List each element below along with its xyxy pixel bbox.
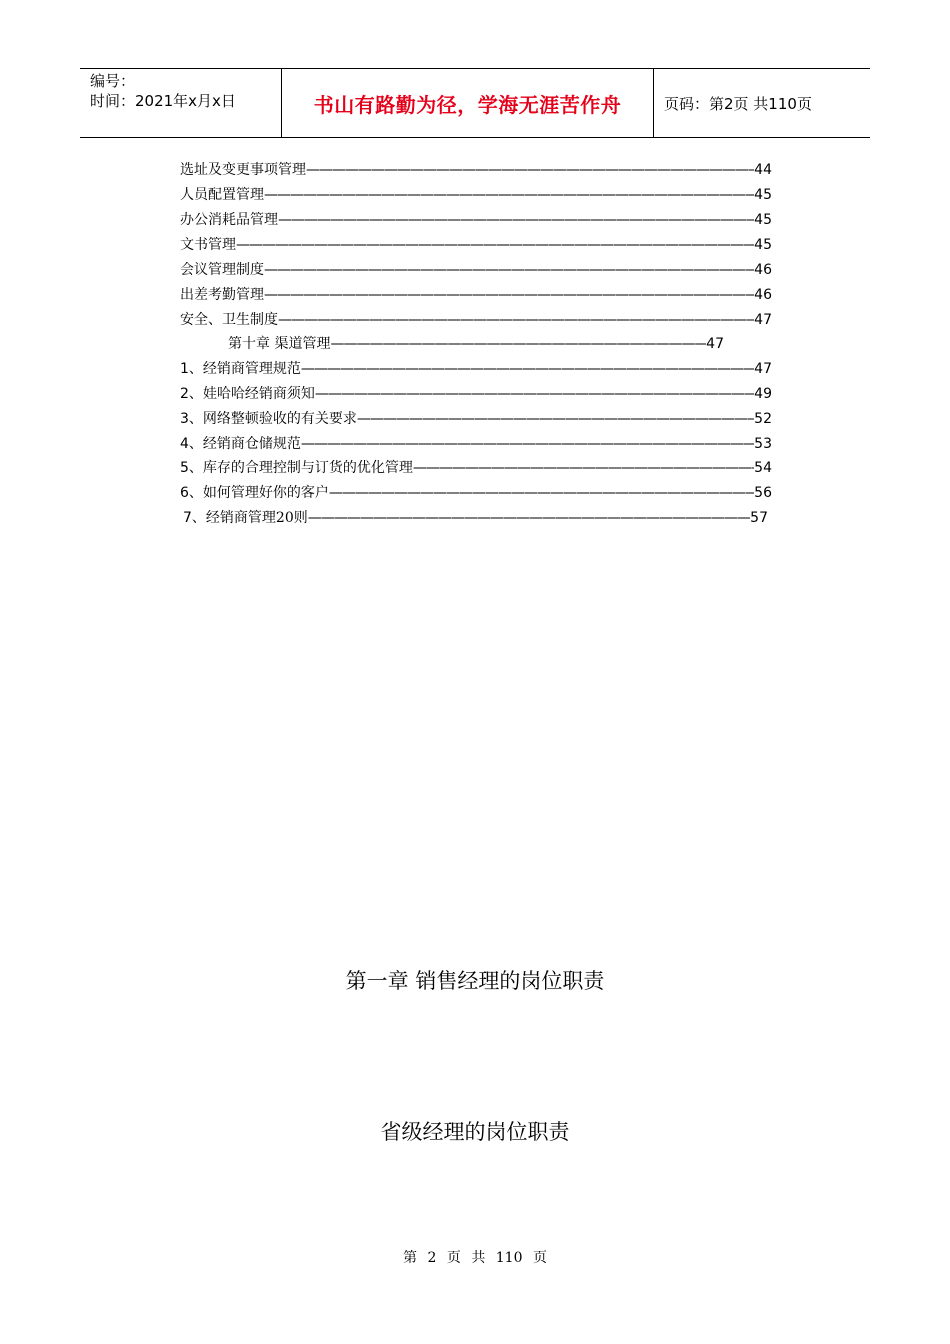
toc-entry-label: 娃哈哈经销商须知 xyxy=(202,386,315,402)
toc-entry-page: 46 xyxy=(754,262,772,278)
toc-leader xyxy=(264,259,754,281)
toc-leader xyxy=(278,309,754,331)
toc-entry[interactable] xyxy=(180,159,772,181)
toc-entry-label: 如何管理好你的客户 xyxy=(202,485,329,501)
toc-entry[interactable] xyxy=(180,433,772,455)
toc-entry-page: 56 xyxy=(754,485,772,501)
toc-leader xyxy=(413,457,754,479)
toc-leader xyxy=(264,284,754,306)
toc-entry[interactable] xyxy=(180,309,772,331)
toc-entry-page: 57 xyxy=(750,510,768,526)
toc-entry-page: 45 xyxy=(754,212,772,228)
header-meta xyxy=(80,69,281,137)
header-page-info: 页码：第2页 共110页 xyxy=(664,94,812,113)
toc-entry-page: 47 xyxy=(754,361,772,377)
toc-entry[interactable] xyxy=(180,482,772,504)
toc-entry-number: 5、 xyxy=(180,460,203,476)
toc-leader xyxy=(357,408,754,430)
toc-entry-label: 出差考勤管理 xyxy=(180,287,264,303)
toc-entry-page: 44 xyxy=(754,162,772,178)
document-date: 时间：2021年x月x日 xyxy=(90,92,236,110)
toc-leader xyxy=(330,333,706,355)
toc-entry-page: 52 xyxy=(754,411,772,427)
toc-entry[interactable] xyxy=(180,457,772,479)
document-number-label: 编号： xyxy=(90,72,136,90)
toc-entry-number: 7、 xyxy=(183,510,206,526)
footer-text: 共 xyxy=(471,1250,486,1266)
header-motto-cell xyxy=(281,69,654,137)
toc-entry-label: 库存的合理控制与订货的优化管理 xyxy=(202,460,413,476)
toc-entry-label: 经销商仓储规范 xyxy=(202,436,301,452)
toc-entry-number: 3、 xyxy=(180,411,203,427)
toc-entry-page: 53 xyxy=(754,436,772,452)
toc-entry[interactable] xyxy=(180,209,772,231)
footer-page-number: 2 xyxy=(427,1250,437,1266)
toc-entry-label: 会议管理制度 xyxy=(180,262,264,278)
toc-chapter-entry[interactable] xyxy=(228,333,724,355)
toc-entry-page: 47 xyxy=(706,336,724,352)
toc-leader xyxy=(278,209,754,231)
toc-entry[interactable] xyxy=(180,358,772,380)
toc-entry-label: 安全、卫生制度 xyxy=(180,312,278,328)
toc-entry[interactable] xyxy=(180,259,772,281)
header-motto: 书山有路勤为径，学海无涯苦作舟 xyxy=(313,92,622,117)
toc-entry-number: 1、 xyxy=(180,361,203,377)
toc-entry-page: 49 xyxy=(754,386,772,402)
toc-entry-page: 46 xyxy=(754,287,772,303)
toc-entry[interactable] xyxy=(180,234,772,256)
toc-entry-number: 6、 xyxy=(180,485,203,501)
toc-leader xyxy=(301,358,754,380)
footer-text: 页 xyxy=(532,1250,547,1266)
page-header xyxy=(80,68,870,138)
footer-text: 页 xyxy=(446,1250,461,1266)
toc-entry[interactable] xyxy=(180,284,772,306)
toc-entry[interactable] xyxy=(180,408,772,430)
toc-leader xyxy=(264,184,754,206)
toc-leader xyxy=(329,482,754,504)
toc-entry[interactable] xyxy=(183,507,768,529)
toc-entry-page: 47 xyxy=(754,312,772,328)
section-title: 省级经理的岗位职责 xyxy=(380,1120,570,1144)
toc-entry-label: 经销商管理规范 xyxy=(202,361,301,377)
toc-entry-number: 4、 xyxy=(180,436,203,452)
toc-leader xyxy=(301,433,754,455)
footer-text: 第 xyxy=(403,1250,418,1266)
toc-entry-label: 第十章 渠道管理 xyxy=(228,336,331,352)
toc-entry-label: 选址及变更事项管理 xyxy=(180,162,306,178)
toc-entry-page: 45 xyxy=(754,237,772,253)
page-footer xyxy=(0,1247,950,1267)
toc-entry-number: 2、 xyxy=(180,386,203,402)
toc-leader xyxy=(315,383,754,405)
header-page-info-cell xyxy=(654,69,870,137)
toc-leader xyxy=(306,159,754,181)
toc-entry-label: 经销商管理20则 xyxy=(205,510,308,526)
toc-leader xyxy=(236,234,754,256)
toc-entry-label: 人员配置管理 xyxy=(180,187,264,203)
toc-entry-label: 办公消耗品管理 xyxy=(180,212,278,228)
toc-entry[interactable] xyxy=(180,184,772,206)
toc-leader xyxy=(308,507,750,529)
toc-entry-page: 54 xyxy=(754,460,772,476)
toc-entry-label: 文书管理 xyxy=(180,237,236,253)
chapter-title: 第一章 销售经理的岗位职责 xyxy=(345,969,605,993)
toc-entry[interactable] xyxy=(180,383,772,405)
footer-total-pages: 110 xyxy=(495,1250,523,1266)
toc-entry-page: 45 xyxy=(754,187,772,203)
toc-entry-label: 网络整顿验收的有关要求 xyxy=(202,411,357,427)
